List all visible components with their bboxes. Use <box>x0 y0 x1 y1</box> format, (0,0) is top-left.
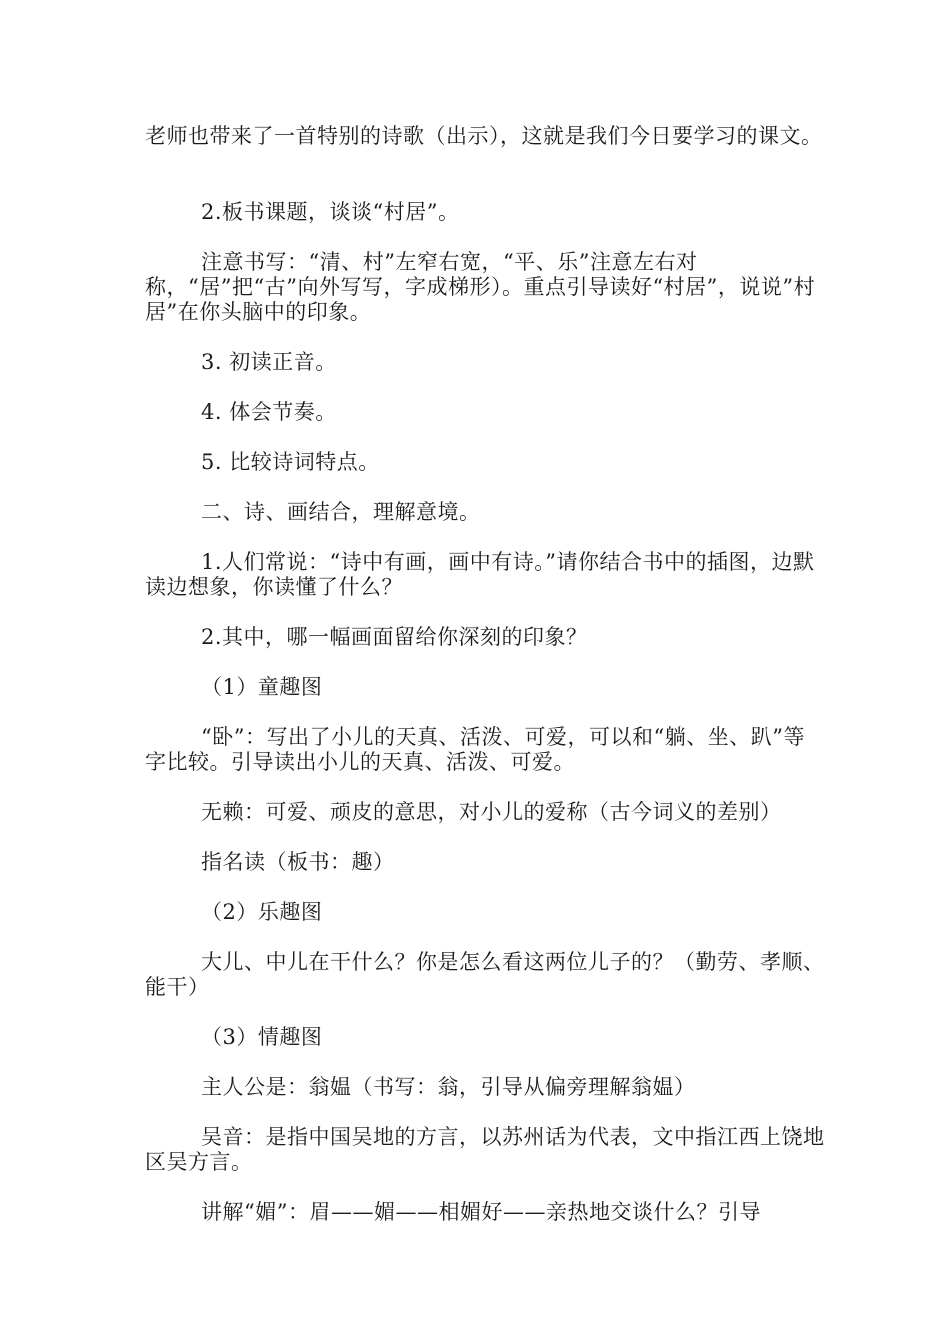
paragraph-step-3: 3. 初读正音。 <box>201 350 337 374</box>
paragraph-mei: 讲解“媚”：眉——媚——相媚好——亲热地交谈什么？引导 <box>201 1200 761 1224</box>
paragraph-zhimingdu: 指名读（板书：趣） <box>201 850 395 874</box>
subheading-qingqu: （3）情趣图 <box>201 1025 323 1049</box>
paragraph-daer: 大儿、中儿在干什么？你是怎么看这两位儿子的？（勤劳、孝顺、能干） <box>145 950 825 999</box>
paragraph-intro: 老师也带来了一首特别的诗歌（出示），这就是我们今日要学习的课文。 <box>145 124 823 148</box>
subheading-tongqu: （1）童趣图 <box>201 675 323 699</box>
paragraph-wo: “卧”：写出了小儿的天真、活泼、可爱，可以和“躺、坐、趴”等字比较。引导读出小儿的天真、活泼、可爱。 <box>145 725 805 774</box>
paragraph-step-4: 4. 体会节奏。 <box>201 400 337 424</box>
paragraph-impression: 2.其中，哪一幅画面留给你深刻的印象？ <box>201 625 588 649</box>
paragraph-wulai: 无赖：可爱、顽皮的意思，对小儿的爱称（古今词义的差别） <box>201 800 782 824</box>
section-heading-2: 二、诗、画结合，理解意境。 <box>201 500 481 524</box>
paragraph-writing-note: 注意书写：“清、村”左窄右宽，“平、乐”注意左右对称，“居”把“古”向外写写，字成梯形）。重点引导读好“村居”，说说”村居”在你头脑中的印象。 <box>145 250 816 324</box>
paragraph-step-2: 2.板书课题，谈谈“村居”。 <box>201 200 460 224</box>
paragraph-poem-picture: 1.人们常说：“诗中有画，画中有诗。”请你结合书中的插图，边默读边想象，你读懂了什么？ <box>145 550 815 599</box>
paragraph-wuyin: 吴音：是指中国吴地的方言，以苏州话为代表，文中指江西上饶地区吴方言。 <box>145 1125 825 1174</box>
paragraph-wengao: 主人公是：翁媪（书写：翁，引导从偏旁理解翁媪） <box>201 1075 696 1099</box>
paragraph-step-5: 5. 比较诗词特点。 <box>201 450 380 474</box>
subheading-lequ: （2）乐趣图 <box>201 900 323 924</box>
